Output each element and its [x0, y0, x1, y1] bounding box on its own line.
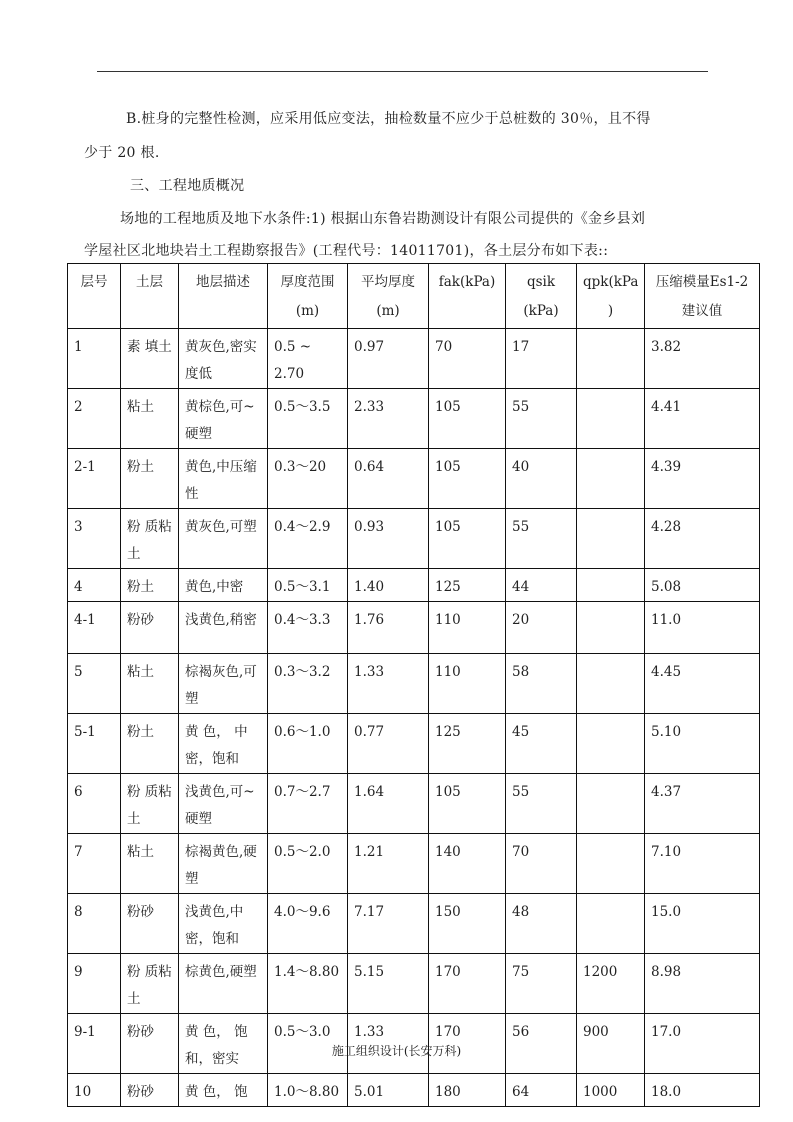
- column-header: 层号: [68, 264, 121, 329]
- table-row: [68, 834, 760, 894]
- table-cell: 20: [506, 602, 577, 654]
- soil-layer-table: [67, 263, 760, 1107]
- table-cell: 8.98: [645, 954, 760, 1014]
- table-cell: [577, 509, 645, 569]
- table-cell: 黄 色， 中密，饱和: [179, 714, 268, 774]
- header-rule: [97, 71, 708, 72]
- table-cell: 黄色,中压缩性: [179, 449, 268, 509]
- table-cell: [577, 774, 645, 834]
- table-cell: [577, 834, 645, 894]
- paragraph-line: B.桩身的完整性检测，应采用低应变法，抽检数量不应少于总桩数的 30％，且不得: [126, 111, 651, 127]
- table-cell: 7: [68, 834, 121, 894]
- table-cell: 1.0～8.80: [268, 1074, 348, 1107]
- table-cell: 7.10: [645, 834, 760, 894]
- paragraph-line: 场地的工程地质及地下水条件:1) 根据山东鲁岩勘测设计有限公司提供的《金乡县刘: [120, 211, 646, 227]
- column-header: qpk(kPa ): [577, 264, 645, 329]
- table-cell: 55: [506, 389, 577, 449]
- table-cell: [577, 389, 645, 449]
- page-footer: 施工组织设计(长安万科): [331, 1044, 462, 1058]
- table-cell: 2-1: [68, 449, 121, 509]
- table-cell: 125: [429, 714, 506, 774]
- table-cell: 棕褐灰色,可塑: [179, 654, 268, 714]
- table-cell: 4.28: [645, 509, 760, 569]
- table-cell: 17.0: [645, 1014, 760, 1074]
- table-cell: 0.5～3.0: [268, 1014, 348, 1074]
- table-cell: 0.5～2.0: [268, 834, 348, 894]
- table-cell: 5: [68, 654, 121, 714]
- table-cell: 1.33: [348, 654, 429, 714]
- table-row: [68, 389, 760, 449]
- table-cell: 浅黄色,稍密: [179, 602, 268, 654]
- table-cell: 1.64: [348, 774, 429, 834]
- table-cell: 0.97: [348, 329, 429, 389]
- table-cell: 105: [429, 449, 506, 509]
- table-row: [68, 329, 760, 389]
- table-cell: 58: [506, 654, 577, 714]
- table-row: [68, 1074, 760, 1107]
- table-cell: 110: [429, 602, 506, 654]
- table-cell: 70: [429, 329, 506, 389]
- table-cell: 6: [68, 774, 121, 834]
- table-cell: 粉砂: [121, 894, 179, 954]
- table-cell: 18.0: [645, 1074, 760, 1107]
- table-cell: [577, 894, 645, 954]
- table-cell: 粉 质粘土: [121, 509, 179, 569]
- table-cell: 5-1: [68, 714, 121, 774]
- table-cell: 3.82: [645, 329, 760, 389]
- column-header: 平均厚度(m): [348, 264, 429, 329]
- table-cell: 1.21: [348, 834, 429, 894]
- table-cell: 1.33: [348, 1014, 429, 1074]
- table-cell: 44: [506, 569, 577, 602]
- table-cell: 48: [506, 894, 577, 954]
- table-cell: 15.0: [645, 894, 760, 954]
- table-row: [68, 714, 760, 774]
- table-cell: 1000: [577, 1074, 645, 1107]
- table-cell: 粉土: [121, 569, 179, 602]
- table-row: [68, 654, 760, 714]
- table-cell: 黄色,中密: [179, 569, 268, 602]
- table-cell: 0.5～3.1: [268, 569, 348, 602]
- table-cell: 64: [506, 1074, 577, 1107]
- table-cell: 105: [429, 509, 506, 569]
- table-cell: 5.15: [348, 954, 429, 1014]
- table-cell: 5.01: [348, 1074, 429, 1107]
- table-cell: 粉土: [121, 714, 179, 774]
- table-cell: 1.40: [348, 569, 429, 602]
- column-header: 厚度范围(m): [268, 264, 348, 329]
- table-cell: 70: [506, 834, 577, 894]
- table-cell: 粉 质粘土: [121, 774, 179, 834]
- column-header: 压缩模量Es1-2 建议值: [645, 264, 760, 329]
- table-cell: 900: [577, 1014, 645, 1074]
- table-cell: 3: [68, 509, 121, 569]
- table-cell: 4-1: [68, 602, 121, 654]
- table-cell: 55: [506, 774, 577, 834]
- table-cell: 9: [68, 954, 121, 1014]
- table-cell: 黄 色， 饱: [179, 1074, 268, 1107]
- table-cell: 5.08: [645, 569, 760, 602]
- table-cell: 1.4～8.80: [268, 954, 348, 1014]
- table-cell: 7.17: [348, 894, 429, 954]
- section-heading: 三、工程地质概况: [130, 178, 245, 194]
- table-cell: 0.93: [348, 509, 429, 569]
- column-header: qsik (kPa): [506, 264, 577, 329]
- table-cell: [577, 654, 645, 714]
- table-row: [68, 569, 760, 602]
- table-row: [68, 449, 760, 509]
- table-row: [68, 602, 760, 654]
- table-cell: 150: [429, 894, 506, 954]
- table-cell: 4: [68, 569, 121, 602]
- table-cell: 2.33: [348, 389, 429, 449]
- table-cell: [577, 602, 645, 654]
- table-cell: 黄棕色,可~硬塑: [179, 389, 268, 449]
- table-cell: 45: [506, 714, 577, 774]
- table-cell: 1200: [577, 954, 645, 1014]
- table-cell: [577, 329, 645, 389]
- table-cell: 75: [506, 954, 577, 1014]
- table-cell: 4.0～9.6: [268, 894, 348, 954]
- column-header: fak(kPa): [429, 264, 506, 329]
- table-cell: 棕黄色,硬塑: [179, 954, 268, 1014]
- table-cell: 105: [429, 774, 506, 834]
- table-cell: 110: [429, 654, 506, 714]
- table-cell: 浅黄色,可~硬塑: [179, 774, 268, 834]
- table-cell: 40: [506, 449, 577, 509]
- table-cell: 140: [429, 834, 506, 894]
- table-cell: 4.39: [645, 449, 760, 509]
- table-cell: [577, 569, 645, 602]
- table-cell: 2: [68, 389, 121, 449]
- table-cell: 56: [506, 1014, 577, 1074]
- table-cell: [577, 449, 645, 509]
- table-cell: 1: [68, 329, 121, 389]
- table-row: [68, 894, 760, 954]
- table-cell: 55: [506, 509, 577, 569]
- table-cell: 0.3～20: [268, 449, 348, 509]
- table-cell: 0.4～2.9: [268, 509, 348, 569]
- table-cell: 4.37: [645, 774, 760, 834]
- table-row: [68, 509, 760, 569]
- table-cell: 黄灰色,密实度低: [179, 329, 268, 389]
- table-row: [68, 774, 760, 834]
- table-cell: 粘土: [121, 389, 179, 449]
- table-cell: 0.5～3.5: [268, 389, 348, 449]
- table-cell: 0.77: [348, 714, 429, 774]
- table-cell: 0.7～2.7: [268, 774, 348, 834]
- table-cell: 0.64: [348, 449, 429, 509]
- table-cell: 黄 色， 饱和，密实: [179, 1014, 268, 1074]
- table-cell: 8: [68, 894, 121, 954]
- table-cell: 4.41: [645, 389, 760, 449]
- table-cell: 4.45: [645, 654, 760, 714]
- table-cell: 棕褐黄色,硬塑: [179, 834, 268, 894]
- table-cell: 11.0: [645, 602, 760, 654]
- column-header: 地层描述: [179, 264, 268, 329]
- table-cell: 125: [429, 569, 506, 602]
- table-cell: 0.6～1.0: [268, 714, 348, 774]
- table-cell: 黄灰色,可塑: [179, 509, 268, 569]
- table-cell: 粉砂: [121, 1014, 179, 1074]
- table-cell: 170: [429, 1014, 506, 1074]
- table-cell: 1.76: [348, 602, 429, 654]
- table-cell: 粘土: [121, 834, 179, 894]
- table-cell: 180: [429, 1074, 506, 1107]
- table-cell: 粉砂: [121, 602, 179, 654]
- table-cell: 0.5 ~ 2.70: [268, 329, 348, 389]
- paragraph-line: 学屋社区北地块岩土工程勘察报告》(工程代号：14011701)，各土层分布如下表::: [84, 243, 609, 259]
- table-cell: 170: [429, 954, 506, 1014]
- table-cell: 粉土: [121, 449, 179, 509]
- table-cell: 粘土: [121, 654, 179, 714]
- table-cell: 17: [506, 329, 577, 389]
- table-cell: 素 填土: [121, 329, 179, 389]
- table-cell: 9-1: [68, 1014, 121, 1074]
- table-row: [68, 954, 760, 1014]
- table-cell: 10: [68, 1074, 121, 1107]
- table-cell: 浅黄色,中密，饱和: [179, 894, 268, 954]
- table-cell: [577, 714, 645, 774]
- table-cell: 5.10: [645, 714, 760, 774]
- column-header: 土层: [121, 264, 179, 329]
- paragraph-line: 少于 20 根.: [84, 145, 160, 161]
- table-cell: 105: [429, 389, 506, 449]
- table-cell: 粉 质粘土: [121, 954, 179, 1014]
- table-cell: 粉砂: [121, 1074, 179, 1107]
- table-cell: 0.3～3.2: [268, 654, 348, 714]
- table-cell: 0.4～3.3: [268, 602, 348, 654]
